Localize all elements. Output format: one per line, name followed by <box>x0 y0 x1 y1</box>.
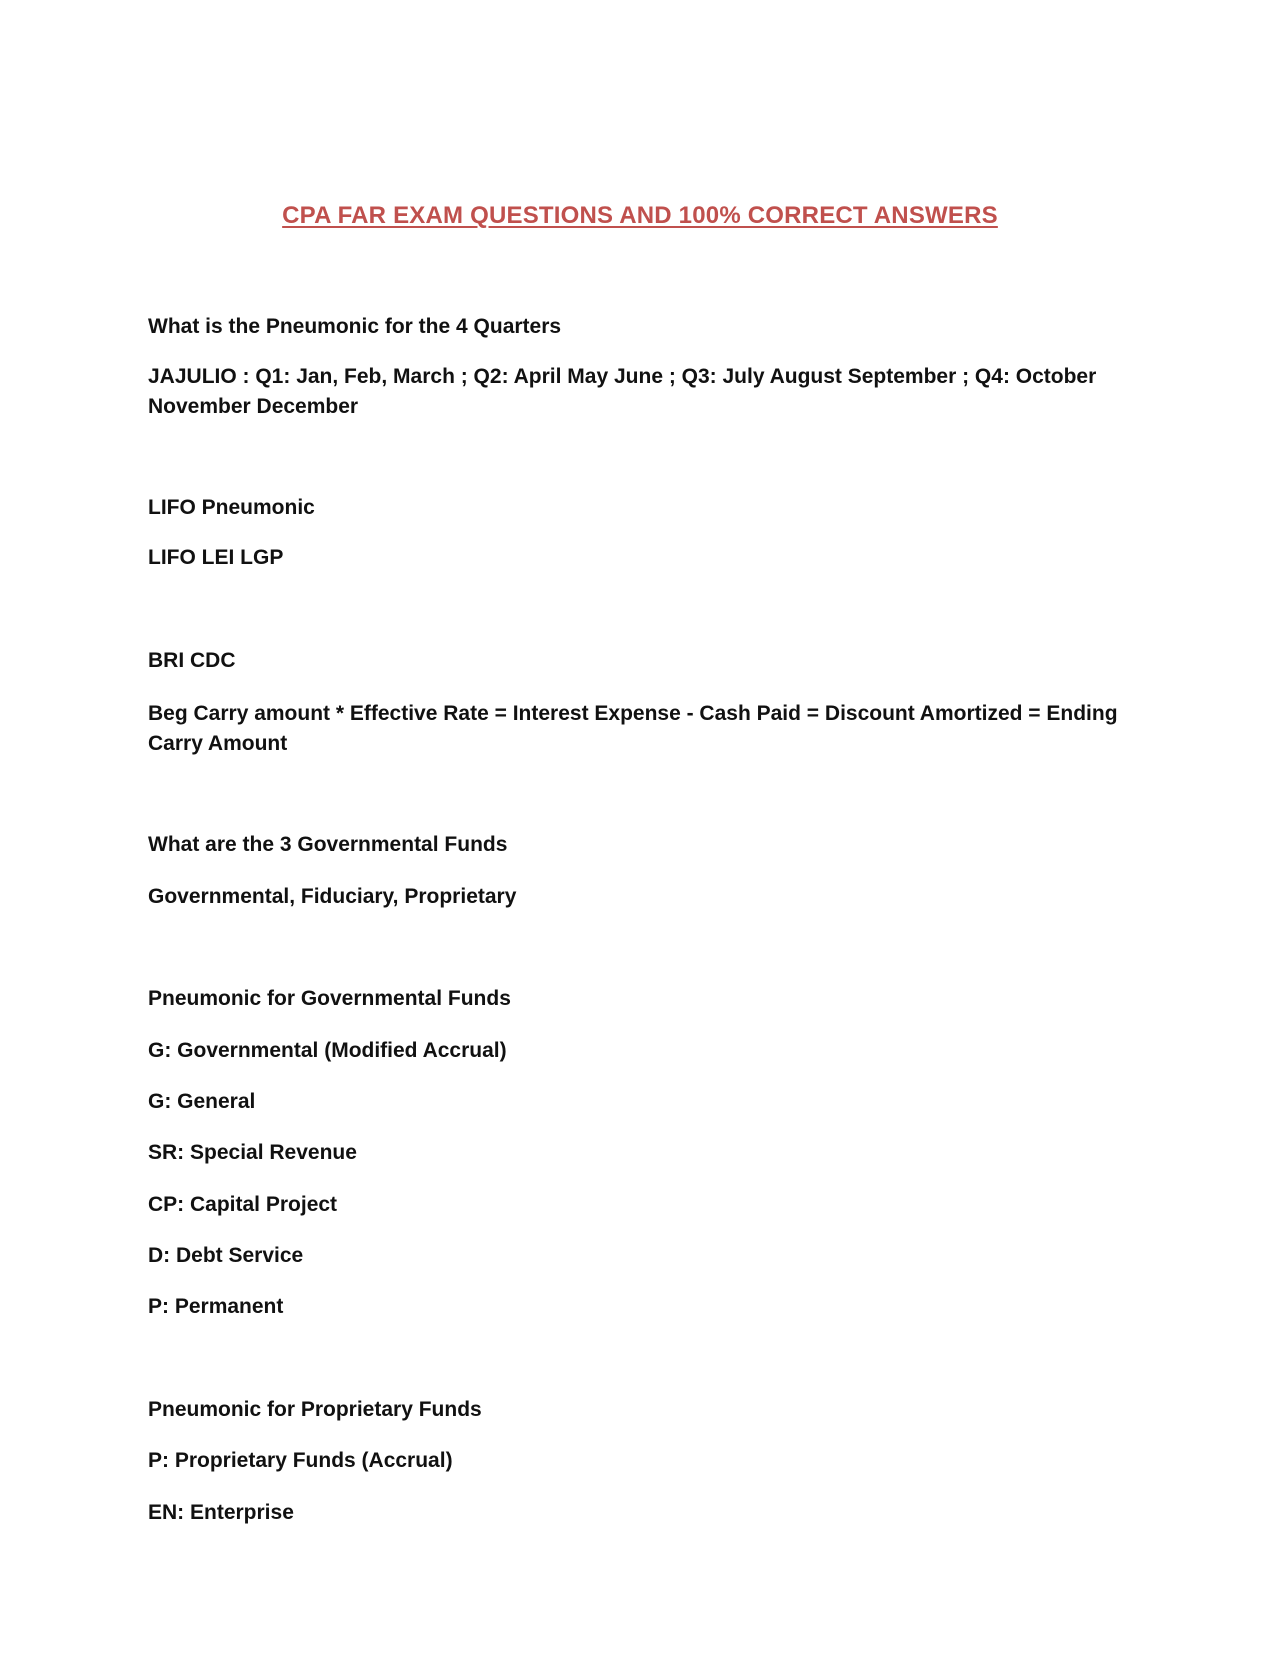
answer-line: G: Governmental (Modified Accrual) <box>148 1039 507 1062</box>
question-text: Pneumonic for Governmental Funds <box>148 987 511 1010</box>
answer-line: D: Debt Service <box>148 1244 304 1267</box>
question-text: LIFO Pneumonic <box>148 496 315 519</box>
answer-line: SR: Special Revenue <box>148 1141 357 1164</box>
question-text: What are the 3 Governmental Funds <box>148 833 508 856</box>
document-title: CPA FAR EXAM QUESTIONS AND 100% CORRECT ANSWERS <box>282 202 998 229</box>
answer-line: CP: Capital Project <box>148 1193 338 1216</box>
answer-text: JAJULIO : Q1: Jan, Feb, March ; Q2: April May June ; Q3: July August September ; Q4: October November December <box>148 365 1097 418</box>
answer-line: P: Proprietary Funds (Accrual) <box>148 1449 453 1472</box>
answer-line: EN: Enterprise <box>148 1501 294 1524</box>
answer-text: Governmental, Fiduciary, Proprietary <box>148 885 517 908</box>
question-text: Pneumonic for Proprietary Funds <box>148 1398 482 1421</box>
question-text: What is the Pneumonic for the 4 Quarters <box>148 315 562 338</box>
answer-text: LIFO LEI LGP <box>148 546 284 569</box>
answer-text: Beg Carry amount * Effective Rate = Interest Expense - Cash Paid = Discount Amortized = Ending Carry Amount <box>148 702 1118 755</box>
question-text: BRI CDC <box>148 649 236 672</box>
answer-line: P: Permanent <box>148 1295 284 1318</box>
answer-line: G: General <box>148 1090 256 1113</box>
